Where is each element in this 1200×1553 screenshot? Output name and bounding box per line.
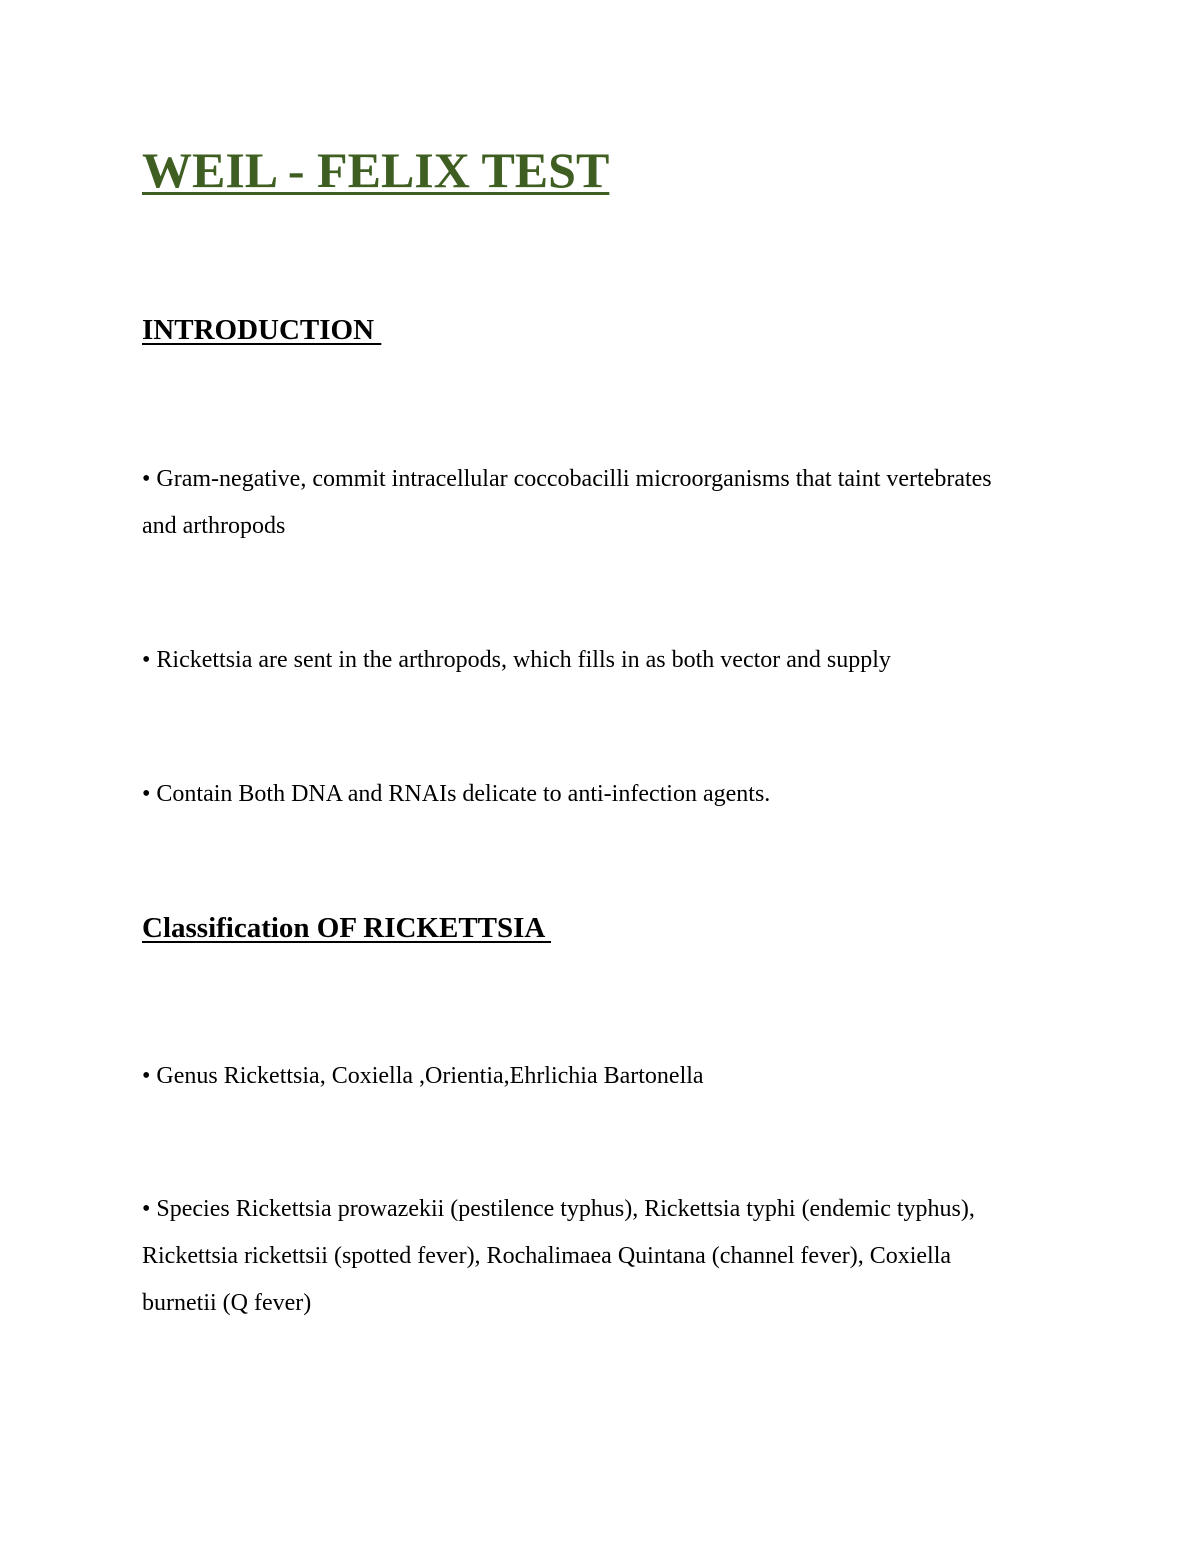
intro-bullet-rickettsia-transmission: • Rickettsia are sent in the arthropods, which fills in as both vector and supply xyxy=(142,647,891,673)
classification-bullet-species: • Species Rickettsia prowazekii (pestilence typhus), Rickettsia typhi (endemic typhus), Rickettsia rickettsii (spotted fever), Rochalimaea Quintana (channel fever), Coxiella burnetii (Q fever) xyxy=(142,1196,975,1316)
classification-bullet-genus: • Genus Rickettsia, Coxiella ,Orientia,Ehrlichia Bartonella xyxy=(142,1063,704,1089)
page-title: WEIL - FELIX TEST xyxy=(142,142,610,198)
intro-bullet-dna-rna: • Contain Both DNA and RNAIs delicate to anti-infection agents. xyxy=(142,781,771,807)
classification-heading: Classification OF RICKETTSIA xyxy=(142,912,552,944)
introduction-heading: INTRODUCTION xyxy=(142,314,382,346)
intro-bullet-gram-negative: • Gram-negative, commit intracellular coccobacilli microorganisms that taint vertebrates and arthropods xyxy=(142,466,992,539)
